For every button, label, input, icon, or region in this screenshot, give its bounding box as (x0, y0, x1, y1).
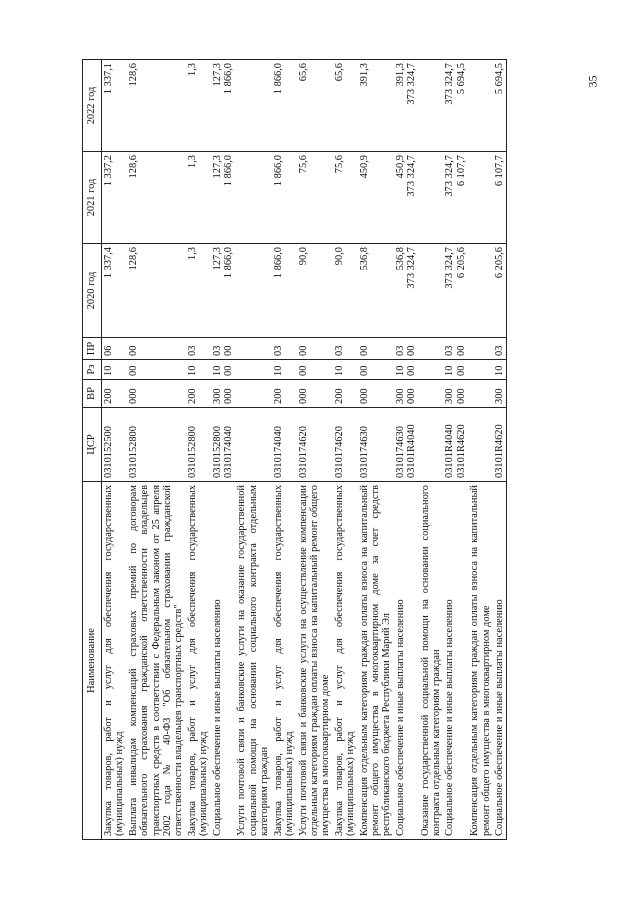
cell-value: 128,6 (127, 155, 139, 179)
cell-value: 536,8 (394, 247, 406, 271)
cell-y2020 (211, 244, 236, 338)
cell-value: 03101R4620 (494, 424, 505, 478)
cell-pr (419, 338, 444, 360)
cell-vr (127, 380, 186, 408)
cell-csr (468, 408, 493, 482)
cell-value: 200 (272, 388, 284, 404)
row-name: Социальное обеспечение и иные выплаты населению (211, 482, 236, 840)
cell-rz (443, 360, 468, 380)
row-name: Социальное обеспечение и иные выплаты населению (493, 482, 507, 840)
cell-pr (235, 338, 271, 360)
cell-value: 03 (333, 345, 345, 356)
cell-value: 03 (186, 345, 198, 356)
cell-value: 03101R4040 (444, 424, 456, 478)
header-vr: ВР (83, 380, 102, 408)
cell-y2021 (333, 152, 358, 244)
cell-y2020 (443, 244, 468, 338)
cell-y2020 (272, 244, 297, 338)
cell-value: 6 205,6 (494, 247, 505, 279)
cell-value: 0310152500 (103, 426, 114, 478)
cell-value: 391,3 (394, 63, 406, 87)
cell-y2022 (394, 60, 419, 152)
cell-y2022 (419, 60, 444, 152)
cell-y2021 (235, 152, 271, 244)
cell-pr (394, 338, 419, 360)
cell-vr (394, 380, 419, 408)
cell-value: 373 324,7 (444, 63, 456, 105)
budget-table (82, 59, 507, 840)
cell-value: 90,0 (297, 247, 309, 266)
cell-value: 128,6 (127, 63, 139, 87)
cell-value: 1 337,4 (103, 247, 114, 279)
header-2020: 2020 год (83, 244, 102, 338)
cell-value: 1 866,0 (272, 63, 284, 95)
cell-value: 00 (297, 365, 309, 376)
row-name: Услуги почтовой связи и банковские услуги на осуществление компенсации отдельным категориям граждан оплаты взноса на капитальный ремонт общего имущества в многоквартирном доме (297, 482, 333, 840)
cell-value: 300 (444, 388, 456, 404)
cell-value: 06 (103, 345, 114, 356)
cell-pr (443, 338, 468, 360)
cell-vr (235, 380, 271, 408)
cell-value: 10 (186, 365, 198, 376)
cell-value: 0310152800 (186, 426, 198, 478)
table-row (493, 60, 507, 840)
cell-value: 373 324,7 (444, 247, 456, 289)
cell-value: 6 107,7 (494, 155, 505, 187)
row-name: Закупка товаров, работ и услуг для обеспечения государственных (муниципальных) нужд (272, 482, 297, 840)
cell-rz (127, 360, 186, 380)
cell-csr (419, 408, 444, 482)
cell-value: 450,9 (394, 155, 406, 179)
cell-y2021 (419, 152, 444, 244)
cell-value: 1,3 (186, 247, 198, 260)
cell-value: 300 (211, 388, 223, 404)
cell-value: 127,3 (211, 247, 223, 271)
cell-csr (272, 408, 297, 482)
table-row (394, 60, 419, 840)
cell-y2021 (102, 152, 127, 244)
table-row (102, 60, 127, 840)
cell-value: 00 (223, 365, 235, 376)
cell-y2020 (186, 244, 211, 338)
row-name: Закупка товаров, работ и услуг для обеспечения государственных (муниципальных) нужд (186, 482, 211, 840)
cell-csr (394, 408, 419, 482)
cell-y2021 (272, 152, 297, 244)
cell-value: 1 337,2 (103, 155, 114, 187)
row-name: Социальное обеспечение и иные выплаты населению (394, 482, 419, 840)
cell-pr (358, 338, 394, 360)
cell-value: 0310174620 (297, 426, 309, 478)
table-body (102, 60, 507, 840)
cell-vr (443, 380, 468, 408)
cell-value: 00 (406, 345, 418, 356)
table-container (82, 60, 602, 840)
cell-value: 127,3 (211, 155, 223, 179)
cell-value: 00 (358, 365, 370, 376)
table-row (443, 60, 468, 840)
cell-y2022 (127, 60, 186, 152)
cell-rz (102, 360, 127, 380)
cell-value: 10 (394, 365, 406, 376)
cell-value: 1 866,0 (272, 155, 284, 187)
table-row (211, 60, 236, 840)
cell-csr (297, 408, 333, 482)
cell-value: 75,6 (297, 155, 309, 174)
header-name: Наименование (83, 482, 102, 840)
cell-vr (493, 380, 507, 408)
cell-value: 0310152800 (127, 426, 139, 478)
cell-rz (297, 360, 333, 380)
cell-y2020 (493, 244, 507, 338)
cell-csr (493, 408, 507, 482)
cell-value: 5 694,5 (494, 63, 505, 95)
cell-value: 000 (223, 388, 235, 404)
cell-y2022 (235, 60, 271, 152)
table-row (186, 60, 211, 840)
cell-value: 450,9 (358, 155, 370, 179)
cell-value: 0310174630 (394, 426, 406, 478)
row-name: Закупка товаров, работ и услуг для обеспечения государственных (муниципальных) нужд (102, 482, 127, 840)
cell-value: 10 (103, 365, 114, 376)
cell-y2020 (394, 244, 419, 338)
cell-value: 6 205,6 (455, 247, 467, 279)
cell-value: 03 (211, 345, 223, 356)
cell-value: 536,8 (358, 247, 370, 271)
table-header-row (83, 60, 102, 840)
cell-value: 000 (406, 388, 418, 404)
cell-pr (297, 338, 333, 360)
cell-rz (235, 360, 271, 380)
cell-value: 1 866,0 (223, 63, 235, 95)
cell-value: 373 324,7 (406, 247, 418, 289)
cell-value: 03101R4620 (455, 424, 467, 478)
cell-value: 0310174630 (358, 426, 370, 478)
header-2022: 2022 год (83, 60, 102, 152)
cell-y2020 (235, 244, 271, 338)
cell-y2022 (272, 60, 297, 152)
cell-y2022 (102, 60, 127, 152)
cell-value: 000 (297, 388, 309, 404)
cell-value: 5 694,5 (455, 63, 467, 95)
row-name: Компенсация отдельным категориям граждан оплаты взноса на капитальный ремонт общего имущества в многоквартирном доме (468, 482, 493, 840)
cell-value: 6 107,7 (455, 155, 467, 187)
cell-value: 200 (186, 388, 198, 404)
table-row (333, 60, 358, 840)
cell-csr (235, 408, 271, 482)
cell-value: 373 324,7 (406, 63, 418, 105)
cell-pr (211, 338, 236, 360)
cell-value: 127,3 (211, 63, 223, 87)
cell-value: 10 (333, 365, 345, 376)
cell-value: 03 (394, 345, 406, 356)
cell-value: 10 (494, 365, 505, 376)
header-csr: ЦСР (83, 408, 102, 482)
cell-pr (493, 338, 507, 360)
cell-y2021 (443, 152, 468, 244)
table-row (297, 60, 333, 840)
cell-rz (358, 360, 394, 380)
cell-y2020 (297, 244, 333, 338)
table-row (419, 60, 444, 840)
cell-y2021 (468, 152, 493, 244)
cell-value: 03 (444, 345, 456, 356)
cell-value: 0310174620 (333, 426, 345, 478)
cell-rz (211, 360, 236, 380)
table-row (468, 60, 493, 840)
row-name: Услуги почтовой связи и банковские услуги на оказание государственной социальной помощи на основании социального контракта отдельным категориям граждан (235, 482, 271, 840)
header-rz: Рз (83, 360, 102, 380)
cell-rz (419, 360, 444, 380)
cell-pr (333, 338, 358, 360)
cell-value: 000 (127, 388, 139, 404)
row-name: Выплата инвалидам компенсаций страховых премий по договорам обязательного страхования гражданской ответственности владельцев транспортных средств в соответствии с Федеральным законом от 25 апреля 2002 года № 40-ФЗ "Об обязательном страховании гражданской ответственности владельцев транспортных средств" (127, 482, 186, 840)
cell-value: 90,0 (333, 247, 345, 266)
cell-value: 03101R4040 (406, 424, 418, 478)
cell-value: 00 (223, 345, 235, 356)
cell-value: 00 (127, 345, 139, 356)
page-number: 35 (585, 75, 600, 88)
cell-value: 75,6 (333, 155, 345, 174)
cell-y2020 (127, 244, 186, 338)
cell-csr (102, 408, 127, 482)
cell-rz (272, 360, 297, 380)
cell-value: 1 866,0 (272, 247, 284, 279)
header-pr: ПР (83, 338, 102, 360)
cell-y2022 (443, 60, 468, 152)
cell-value: 65,6 (333, 63, 345, 82)
row-name: Закупка товаров, работ и услуг для обеспечения государственных (муниципальных) нужд (333, 482, 358, 840)
cell-y2021 (358, 152, 394, 244)
cell-value: 0310174040 (272, 426, 284, 478)
cell-value: 200 (103, 388, 114, 404)
cell-value: 1,3 (186, 63, 198, 76)
table-row (127, 60, 186, 840)
cell-value: 00 (406, 365, 418, 376)
cell-pr (186, 338, 211, 360)
cell-value: 373 324,7 (444, 155, 456, 197)
table-row (358, 60, 394, 840)
cell-value: 300 (494, 388, 505, 404)
cell-value: 1,3 (186, 155, 198, 168)
cell-vr (102, 380, 127, 408)
cell-y2021 (394, 152, 419, 244)
cell-value: 0310174040 (223, 426, 235, 478)
cell-y2021 (493, 152, 507, 244)
table-row (272, 60, 297, 840)
cell-value: 65,6 (297, 63, 309, 82)
cell-rz (394, 360, 419, 380)
cell-value: 00 (455, 345, 467, 356)
cell-csr (186, 408, 211, 482)
cell-value: 000 (455, 388, 467, 404)
cell-y2021 (297, 152, 333, 244)
cell-value: 1 866,0 (223, 247, 235, 279)
cell-pr (468, 338, 493, 360)
cell-vr (272, 380, 297, 408)
cell-value: 373 324,7 (406, 155, 418, 197)
cell-pr (272, 338, 297, 360)
cell-y2022 (468, 60, 493, 152)
cell-value: 300 (394, 388, 406, 404)
cell-y2020 (419, 244, 444, 338)
cell-value: 00 (297, 345, 309, 356)
cell-y2022 (186, 60, 211, 152)
cell-vr (468, 380, 493, 408)
cell-rz (186, 360, 211, 380)
cell-y2022 (211, 60, 236, 152)
cell-y2022 (358, 60, 394, 152)
cell-csr (358, 408, 394, 482)
cell-pr (127, 338, 186, 360)
row-name: Оказание государственной социальной помощи на основании социального контракта отдельным категориям граждан (419, 482, 444, 840)
cell-value: 10 (272, 365, 284, 376)
row-name: Социальное обеспечение и иные выплаты населению (443, 482, 468, 840)
cell-y2022 (333, 60, 358, 152)
cell-pr (102, 338, 127, 360)
cell-rz (333, 360, 358, 380)
cell-value: 1 337,1 (103, 63, 114, 95)
cell-vr (211, 380, 236, 408)
cell-rz (493, 360, 507, 380)
cell-y2020 (333, 244, 358, 338)
row-name: Компенсация отдельным категориям граждан оплаты взноса на капитальный ремонт общего имущества в многоквартирном доме за счет средств республиканского бюджета Республики Марий Эл (358, 482, 394, 840)
cell-vr (358, 380, 394, 408)
cell-csr (211, 408, 236, 482)
cell-value: 00 (127, 365, 139, 376)
rotated-table-frame (82, 60, 602, 840)
cell-csr (333, 408, 358, 482)
cell-y2021 (211, 152, 236, 244)
cell-value: 03 (494, 345, 505, 356)
cell-y2021 (186, 152, 211, 244)
table-row (235, 60, 271, 840)
cell-y2020 (468, 244, 493, 338)
cell-y2020 (358, 244, 394, 338)
cell-vr (419, 380, 444, 408)
cell-csr (127, 408, 186, 482)
cell-vr (297, 380, 333, 408)
cell-y2022 (297, 60, 333, 152)
cell-value: 00 (455, 365, 467, 376)
cell-csr (443, 408, 468, 482)
cell-value: 391,3 (358, 63, 370, 87)
cell-value: 200 (333, 388, 345, 404)
cell-value: 000 (358, 388, 370, 404)
cell-value: 1 866,0 (223, 155, 235, 187)
cell-value: 10 (211, 365, 223, 376)
cell-value: 128,6 (127, 247, 139, 271)
cell-value: 00 (358, 345, 370, 356)
header-2021: 2021 год (83, 152, 102, 244)
cell-value: 0310152800 (211, 426, 223, 478)
cell-y2022 (493, 60, 507, 152)
cell-vr (186, 380, 211, 408)
cell-value: 03 (272, 345, 284, 356)
cell-rz (468, 360, 493, 380)
cell-value: 10 (444, 365, 456, 376)
cell-y2020 (102, 244, 127, 338)
cell-vr (333, 380, 358, 408)
cell-y2021 (127, 152, 186, 244)
